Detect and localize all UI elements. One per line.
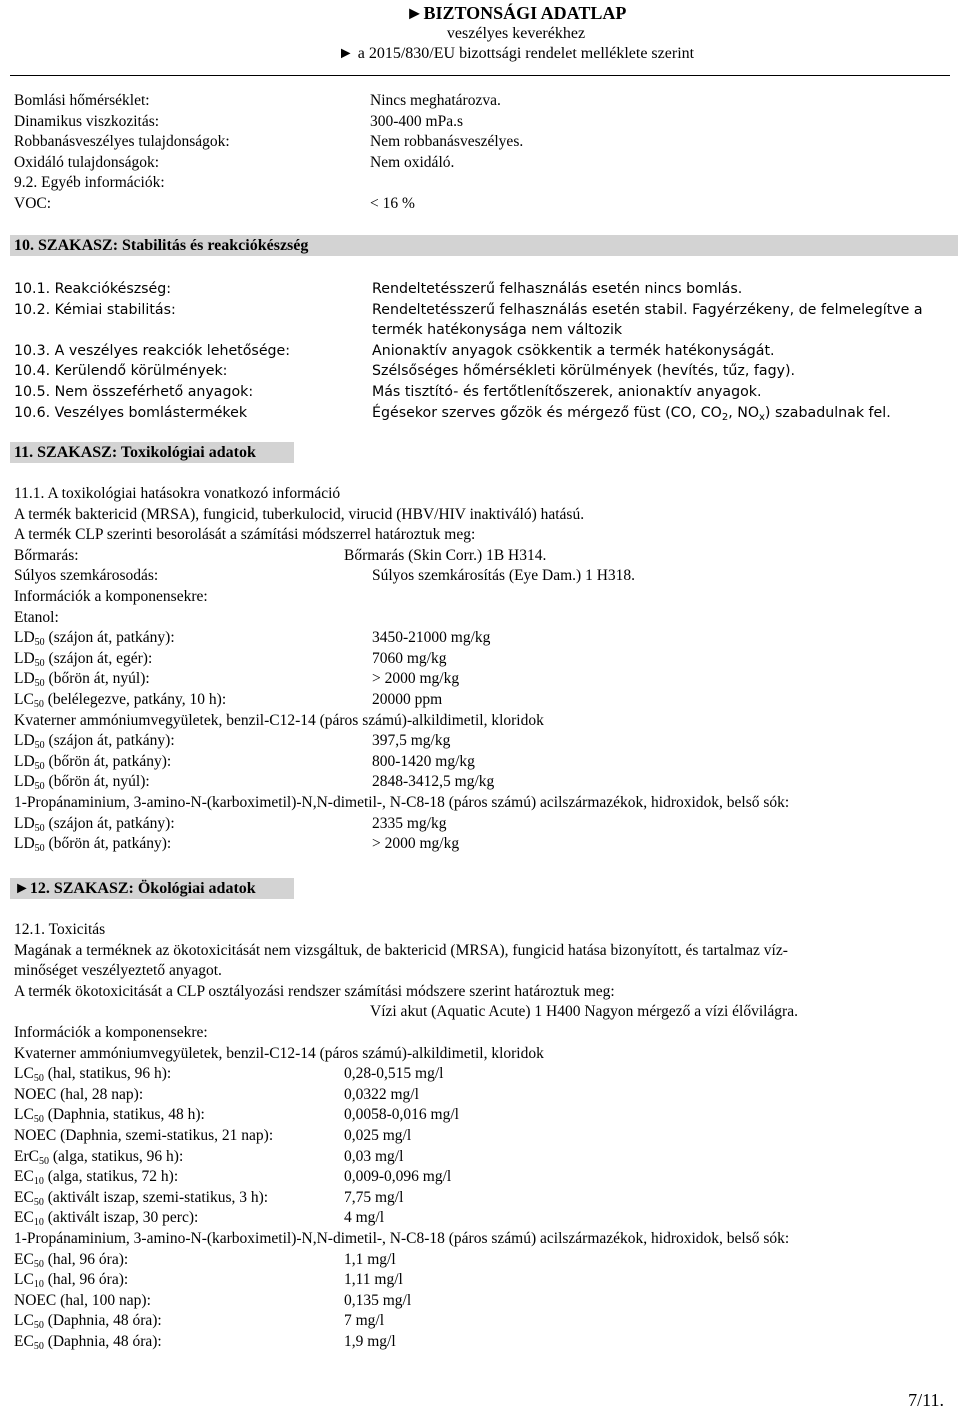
- text-line: minőséget veszélyeztető anyagot.: [14, 962, 222, 980]
- sec10-row: 10.4. Kerülendő körülmények: Szélsőséges hőmérsékleti körülmények (hevítés, tűz, fagy).: [14, 363, 796, 380]
- value-amount: 7,75 mg/l: [344, 1188, 404, 1206]
- value-label: $EC_{50}$ (Daphnia, 48 óra):: [14, 1332, 162, 1352]
- prop-values: [14, 814, 949, 855]
- text-line: 12.1. Toxicitás: [14, 921, 106, 938]
- value-row: [14, 1064, 949, 1085]
- value-row: [14, 814, 949, 835]
- value-amount: 3450-21000 mg/kg: [372, 629, 491, 647]
- value-row: [14, 1126, 949, 1147]
- value-amount: 0,28-0,515 mg/l: [344, 1065, 444, 1083]
- value-row: [14, 1270, 949, 1291]
- value-label: $LC_{50}$ (belélegezve, patkány, 10 h):: [14, 690, 227, 710]
- value-label: $EC_{10}$ (aktivált iszap, 30 perc):: [14, 1209, 199, 1229]
- value-amount: 2848-3412,5 mg/kg: [372, 773, 495, 791]
- text-line: Vízi akut (Aquatic Acute) 1 H400 Nagyon mérgező a vízi élővilágra.: [370, 1003, 798, 1021]
- value-amount: 1,1 mg/l: [344, 1250, 396, 1268]
- value-row: [14, 1250, 949, 1271]
- value-label: NOEC (hal, 28 nap):: [14, 1085, 144, 1103]
- value-amount: 20000 ppm: [372, 690, 443, 708]
- sec10-row: 10.1. Reakciókészség: Rendeltetésszerű felhasználás esetén nincs bomlás.: [14, 281, 743, 297]
- value-label: $LD_{50}$ (szájon át, egér):: [14, 649, 153, 669]
- value-row: [14, 731, 949, 752]
- text-line: A termék ökotoxicitását a CLP osztályozási rendszer számítási módszere szerint határoztuk meg:: [14, 982, 615, 1000]
- value-label: $LC_{50}$ (Daphnia, statikus, 48 h):: [14, 1106, 205, 1126]
- value-row: [14, 690, 949, 711]
- properties-list: [14, 91, 949, 215]
- text-line: Kvaterner ammóniumvegyületek, benzil-C12-14 (páros számú)-alkildimetil, kloridok: [14, 711, 544, 729]
- value-label: NOEC (Daphnia, szemi-statikus, 21 nap):: [14, 1126, 274, 1144]
- value-row: [14, 1311, 949, 1332]
- value-amount: 0,009-0,096 mg/l: [344, 1168, 452, 1186]
- value-amount: 1,11 mg/l: [344, 1271, 403, 1289]
- property-row: Bomlási hőmérséklet: Nincs meghatározva.: [14, 92, 501, 109]
- value-label: $EC_{50}$ (hal, 96 óra):: [14, 1250, 129, 1270]
- value-row: [14, 1332, 949, 1353]
- eco-prop-values: [14, 1250, 949, 1353]
- value-amount: 0,0058-0,016 mg/l: [344, 1106, 459, 1124]
- text-line: 1-Propánaminium, 3-amino-N-(karboximetil)-N,N-dimetil-, N-C8-18 (páros számú) acilszármazékok, hidroxidok, belső sók:: [14, 793, 790, 811]
- value-amount: 397,5 mg/kg: [372, 732, 451, 750]
- section-12-heading: ►12. SZAKASZ: Ökológiai adatok: [10, 878, 294, 899]
- text-line: Információk a komponensekre:: [14, 587, 208, 605]
- quat-values: [14, 731, 949, 793]
- classification-row: Bőrmarás: Bőrmarás (Skin Corr.) 1B H314.: [14, 546, 547, 564]
- text-line: A termék CLP szerinti besorolását a számítási módszerrel határoztuk meg:: [14, 526, 476, 544]
- value-row: [14, 1167, 949, 1188]
- value-label: ErC$_{50}$ (alga, statikus, 96 h):: [14, 1147, 184, 1167]
- value-row: [14, 752, 949, 773]
- section-11-body: [14, 484, 949, 855]
- value-row: [14, 834, 949, 855]
- text-line: 11.1. A toxikológiai hatásokra vonatkozó információ: [14, 485, 341, 502]
- value-row: [14, 1085, 949, 1106]
- value-row: [14, 628, 949, 649]
- value-amount: 0,135 mg/l: [344, 1291, 412, 1309]
- value-amount: 1,9 mg/l: [344, 1332, 396, 1350]
- value-label: $LD_{50}$ (bőrön át, nyúl):: [14, 773, 150, 793]
- value-label: $LC_{10}$ (hal, 96 óra):: [14, 1271, 129, 1291]
- value-amount: 800-1420 mg/kg: [372, 752, 475, 770]
- text-line: Kvaterner ammóniumvegyületek, benzil-C12-14 (páros számú)-alkildimetil, kloridok: [14, 1044, 544, 1062]
- value-row: [14, 772, 949, 793]
- eco-quat-values: [14, 1064, 949, 1229]
- value-amount: > 2000 mg/kg: [372, 835, 460, 853]
- value-label: $LD_{50}$ (bőrön át, patkány):: [14, 752, 172, 772]
- section-11-heading: 11. SZAKASZ: Toxikológiai adatok: [10, 442, 294, 463]
- text-line: Etanol:: [14, 608, 59, 626]
- value-row: [14, 649, 949, 670]
- value-amount: > 2000 mg/kg: [372, 670, 460, 688]
- value-row: [14, 1147, 949, 1168]
- value-row: [14, 669, 949, 690]
- value-label: $LC_{50}$ (hal, statikus, 96 h):: [14, 1065, 172, 1085]
- sec10-row-cont: termék hatékonysága nem változik: [372, 322, 623, 339]
- document-header: [0, 2, 960, 64]
- text-line: 1-Propánaminium, 3-amino-N-(karboximetil)-N,N-dimetil-, N-C8-18 (páros számú) acilszármazékok, hidroxidok, belső sók:: [14, 1229, 790, 1247]
- text-line: A termék baktericid (MRSA), fungicid, tuberkulocid, virucid (HBV/HIV inaktiváló) hatású.: [14, 505, 585, 523]
- value-label: $LD_{50}$ (szájon át, patkány):: [14, 814, 175, 834]
- document-title: ►BIZTONSÁGI ADATLAP: [405, 3, 627, 23]
- value-amount: 0,0322 mg/l: [344, 1085, 419, 1103]
- value-row: [14, 1291, 949, 1312]
- value-amount: 4 mg/l: [344, 1209, 385, 1227]
- value-amount: 0,03 mg/l: [344, 1147, 404, 1165]
- regulation-line: ► a 2015/830/EU bizottsági rendelet melléklete szerint: [337, 45, 695, 62]
- value-label: $LD_{50}$ (bőrön át, nyúl):: [14, 670, 150, 690]
- property-row: Oxidáló tulajdonságok: Nem oxidáló.: [14, 153, 455, 171]
- value-row: [14, 1188, 949, 1209]
- value-label: $LD_{50}$ (bőrön át, patkány):: [14, 835, 172, 855]
- sec10-row: 10.3. A veszélyes reakciók lehetősége: Anionaktív anyagok csökkentik a termék hatékonyságát.: [14, 342, 775, 359]
- page-number: 7/11.: [908, 1390, 944, 1410]
- value-amount: 2335 mg/kg: [372, 814, 447, 832]
- value-row: [14, 1105, 949, 1126]
- value-amount: 7060 mg/kg: [372, 649, 447, 667]
- property-row: Dinamikus viszkozitás: 300-400 mPa.s: [14, 112, 463, 130]
- header-divider: [10, 75, 950, 76]
- etanol-values: [14, 628, 949, 710]
- value-label: $EC_{50}$ (aktivált iszap, szemi-statikus, 3 h):: [14, 1188, 269, 1208]
- property-row: 9.2. Egyéb információk:: [14, 174, 165, 192]
- value-label: $LC_{50}$ (Daphnia, 48 óra):: [14, 1312, 162, 1332]
- sec10-row: 10.2. Kémiai stabilitás: Rendeltetésszerű felhasználás esetén stabil. Fagyérzékeny, de felmelegítve a: [14, 301, 923, 318]
- property-row: VOC: < 16 %: [14, 194, 415, 212]
- text-line: Információk a komponensekre:: [14, 1023, 208, 1041]
- value-label: $LD_{50}$ (szájon át, patkány):: [14, 732, 175, 752]
- sec10-row: 10.6. Veszélyes bomlástermékek Égésekor szerves gőzök és mérgező füst (CO, $CO_2$, $NO_x$) szabadulnak fel.: [14, 404, 891, 423]
- value-amount: 0,025 mg/l: [344, 1126, 412, 1144]
- value-amount: 7 mg/l: [344, 1312, 385, 1330]
- classification-row: Súlyos szemkárosodás: Súlyos szemkárosítás (Eye Dam.) 1 H318.: [14, 567, 636, 585]
- property-row: Robbanásveszélyes tulajdonságok: Nem robbanásveszélyes.: [14, 133, 524, 151]
- value-label: NOEC (hal, 100 nap):: [14, 1291, 151, 1309]
- sec10-row: 10.5. Nem összeférhető anyagok: Más tisztító- és fertőtlenítőszerek, anionaktív anyagok.: [14, 383, 762, 400]
- document-subtitle: veszélyes keverékhez: [446, 25, 586, 42]
- text-line: Magának a terméknek az ökotoxicitását nem vizsgáltuk, de baktericid (MRSA), fungicid hatása bizonyított, és tartalmaz víz-: [14, 941, 788, 959]
- section-12-body: [14, 920, 949, 1352]
- section-10-body: [14, 279, 949, 423]
- value-label: $LD_{50}$ (szájon át, patkány):: [14, 629, 175, 649]
- value-label: $EC_{10}$ (alga, statikus, 72 h):: [14, 1168, 179, 1188]
- section-10-heading: 10. SZAKASZ: Stabilitás és reakciókészség: [10, 235, 958, 256]
- value-row: [14, 1208, 949, 1229]
